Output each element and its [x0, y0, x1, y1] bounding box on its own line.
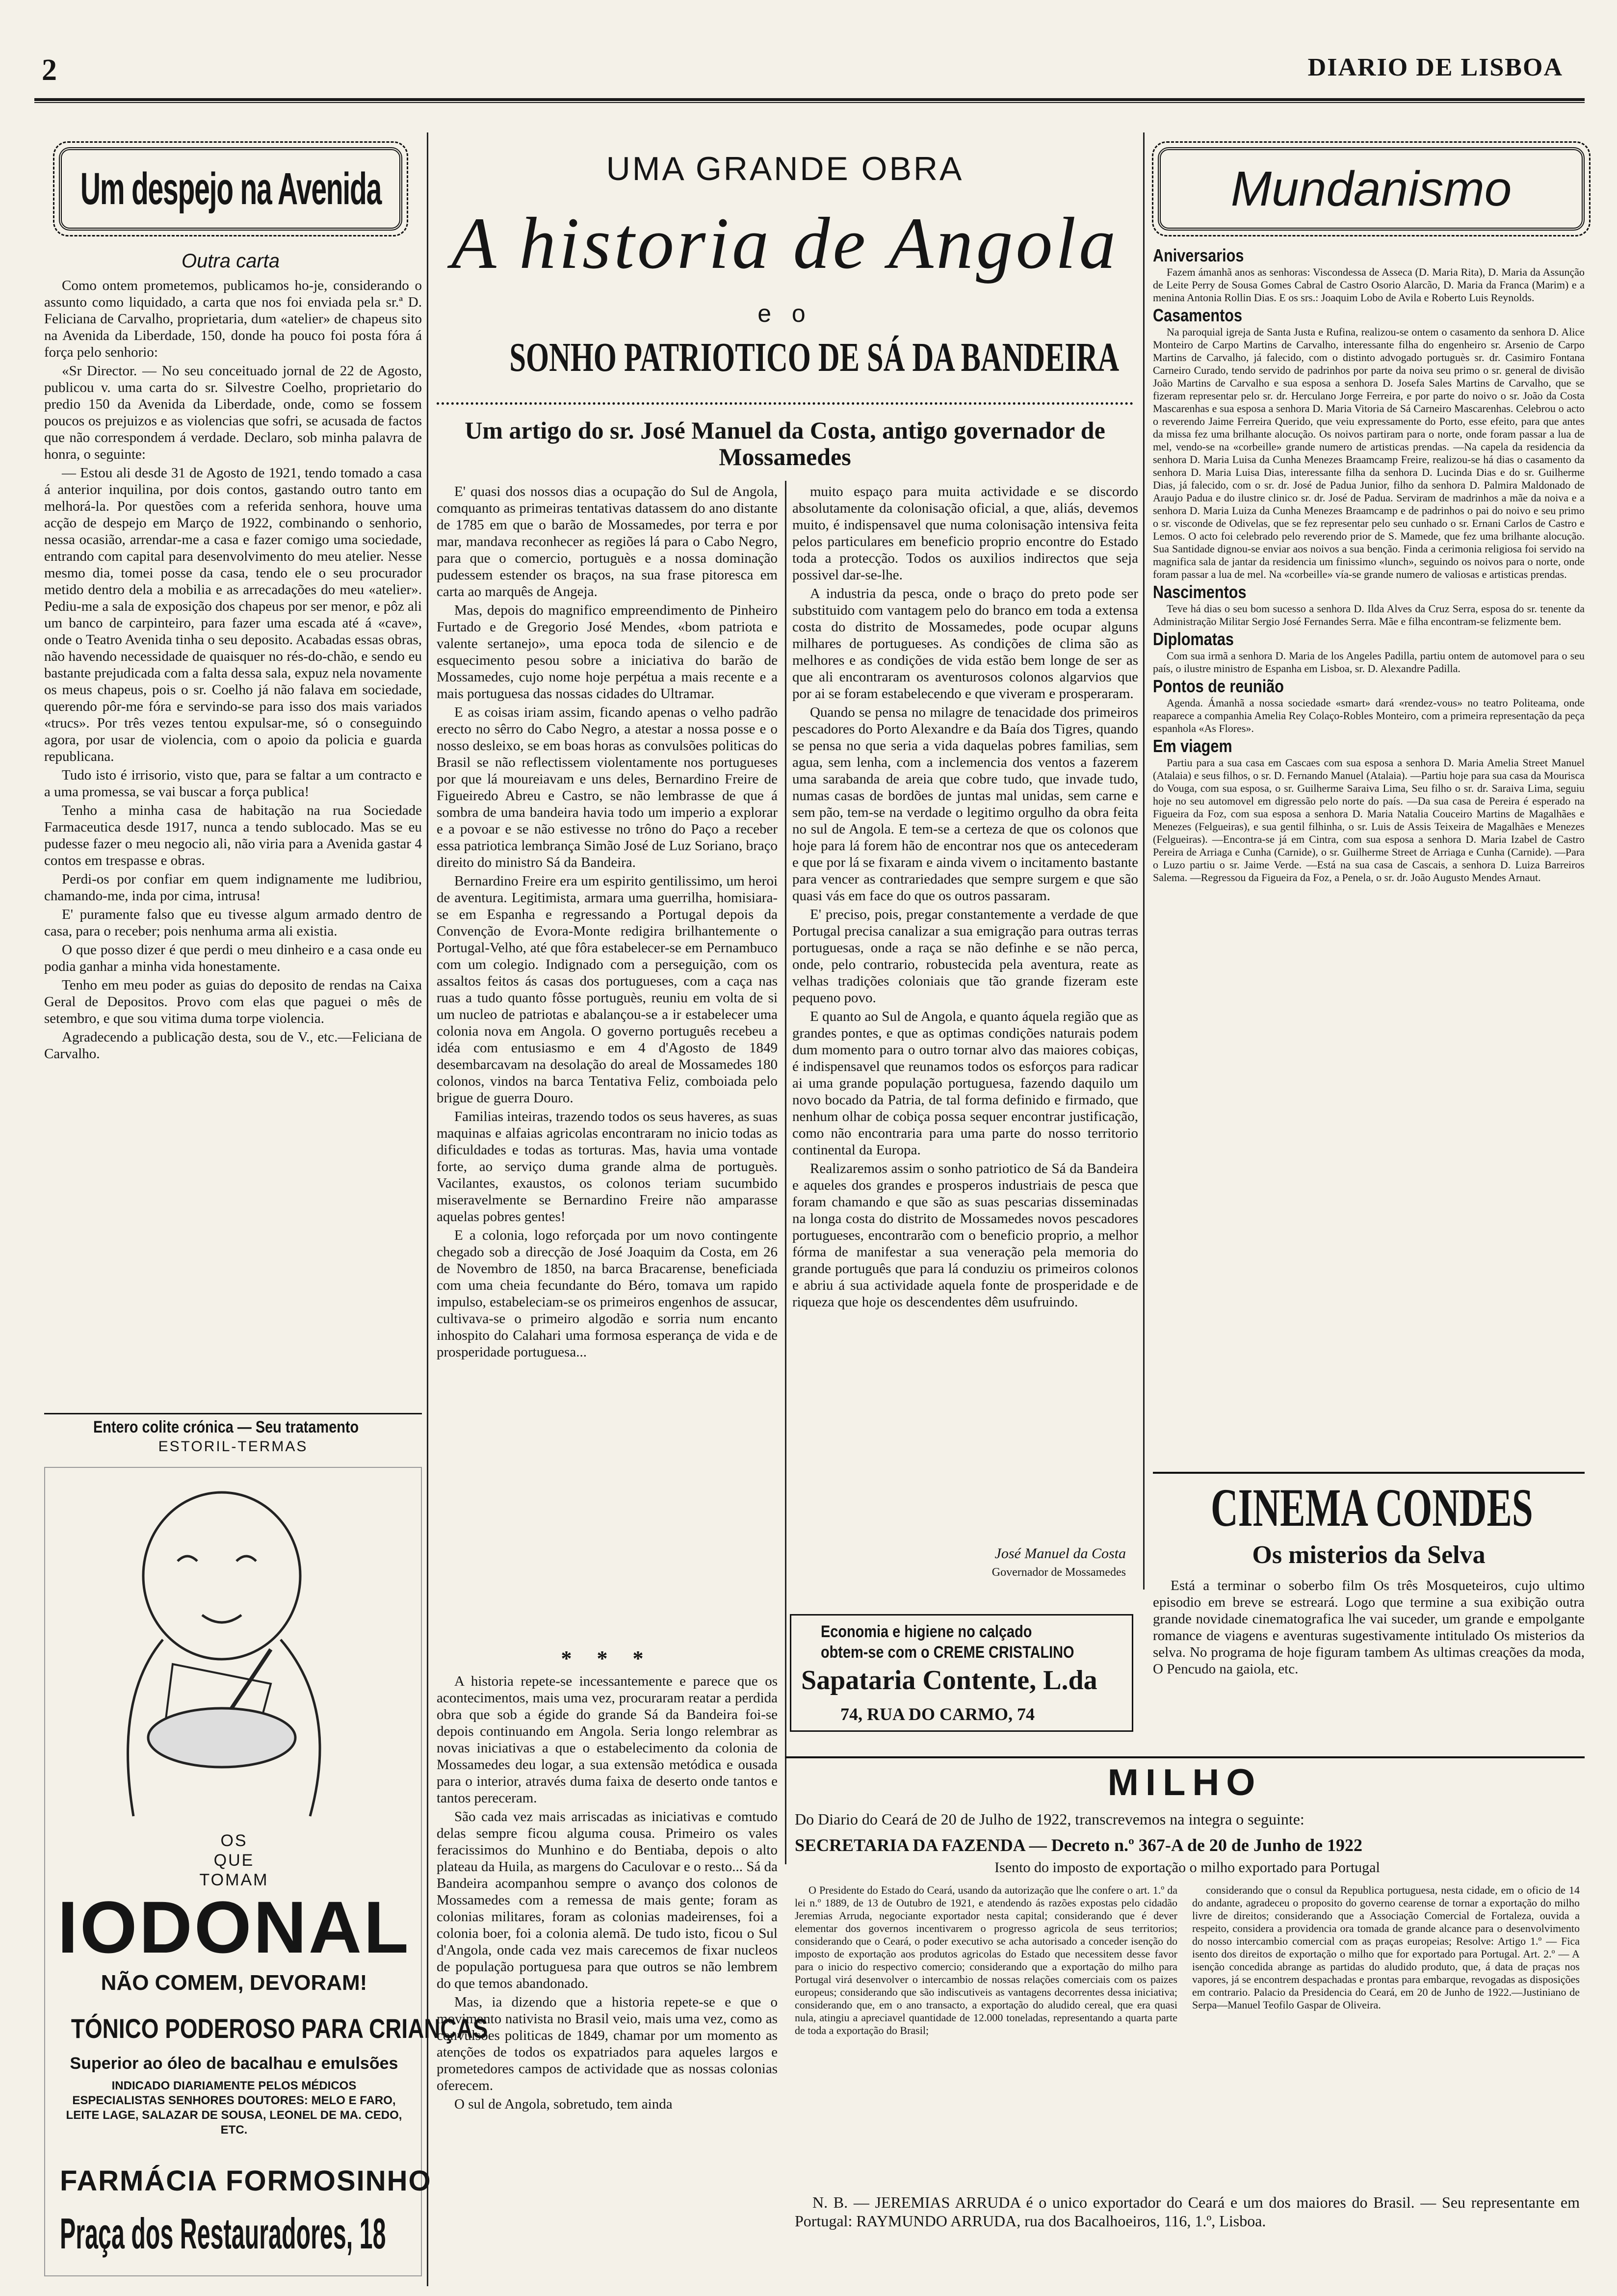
- mund-text-casamentos: Na paroquial igreja de Santa Justa e Rufina, realizou-se ontem o casamento da senhora D. Alice Monteiro de Carpo Martins de Carvalho, interessante filha do engenheiro sr. Arsenio de Carpo Martins de Carvalho, já falecido, com o distinto advogado portuguès sr. dr. Casimiro Fontana Carneiro Curado, tendo servido de padrinhos por parte da noiva seu primo o sr. general de divisão João Martins de Carvalho e sua esposa a senhora D. Josefa Sales Martins de Carvalho, que se fizeram representar pelo sr. dr. Herculano Jorge Ferreira, e por parte do noivo o sr. João da Costa Mascarenhas e sua esposa a senhora D. Maria Vitoria de Sá Carneiro Mascarenhas. Celebrou o acto o reverendo Jaime Ferreira Querido, que veiu expressamente do Porto, esse efeito, para que antes da missa fez uma brilhante alocução. Os noivos partiram para o norte, onde foram passar a lua de mel, vendo-se na «corbeille» grande numero de artisticas prendas. —Na capela da residencia da senhora D. Maria Luisa da Cunha Menezes Braamcamp Freire, realizou-se há dias o casamento da senhora D. Maria Luisa Dias, interessante filha da senhora D. Lucinda Dias e do sr. Guilherme Dias, já falecido, com o sr. dr. José de Padua Junior, filho da senhora D. Palmira Maldonado de Araujo Padua e do ilustre clinico sr. dr. José de Padua. Serviram de madrinhos a mãe da noiva e a senhora D. Maria Luiza da Cunha Menezes Braamcamp e de padrinhos o pai do noivo e seu primo o sr. visconde de Odivelas, que se fez representar pelo seu cunhado o sr. Ernani Carlos de Castro e Lemos. O acto foi celebrado pelo reverendo prior de S. Mamede, que fez uma brilhante alocução. Sua Santidade dignou-se enviar aos noivos a sua benção. Finda a cerimonia religiosa foi servido na magnifica sala de jantar da residencia um finissimo «lunch», seguindo os noivos para o norte, onde foram passar a lua de mel. Na «corbeille» vía-se grande numero de valiosas e artisticas prendas.: [1153, 326, 1585, 580]
- angola-col1: [437, 483, 778, 1641]
- milho-footer-text: N. B. — JEREMIAS ARRUDA é o unico exportador do Ceará e um dos maiores do Brasil. — Seu representante em Portugal: RAYMUNDO ARRUDA, rua dos Bacalhoeiros, 116, 1.º, Lisboa.: [795, 2193, 1580, 2230]
- angola-c1-p3: E as coisas iriam assim, ficando apenas o velho padrão erecto no sêrro do Cabo Negro, a atestar a nossa posse e o nosso desleixo, se em boas horas as convulsões politicas do Brasil se não reflectissem violentamente nos portugueses por que lá moureiavam e uns deles, Bernardino Freire de Figueiredo Abreu e Castro, se não lembrasse de que á sombra de uma bandeira havia todo um imperio a explorar e a povoar e se não estivesse no trôno do Paço a receber essa patriotica lembrança Simão José de Luz Soriano, braço direito do ministro Sá da Bandeira.: [437, 704, 778, 870]
- angola-c2-p6: Realizaremos assim o sonho patriotico de Sá da Bandeira e aqueles dos grandes e prosperos industriais de pesca que foram chamando e que são as suas pescarias disseminadas na longa costa do distrito de Mossamedes novos pescadores portugueses, encontrarão com o beneficio proprio, a melhor fórma de manifestar a sua veneração pela memoria do grande português que para lá conduziu os primeiros colonos e abriu á sua actividade aquela fonte de prosperidade e de riqueza que hoje os descendentes dêm usufruindo.: [792, 1161, 1138, 1310]
- column-rule-2: [1143, 132, 1145, 1590]
- despejo-p4: Tudo isto é irrisorio, visto que, para se faltar a um contracto e a uma promessa, se vai buscar a força publica!: [44, 767, 422, 800]
- mund-head-nascimentos: Nascimentos: [1153, 582, 1247, 602]
- mund-head-aniversarios: Aniversarios: [1153, 245, 1244, 265]
- milho-decree-sub: Isento do imposto de exportação o milho exportado para Portugal: [994, 1859, 1380, 1876]
- milho-footer: [795, 2193, 1580, 2281]
- pharmacy-address: Praça dos Restauradores, 18: [60, 2209, 386, 2258]
- article-signature: José Manuel da Costa: [994, 1545, 1126, 1562]
- milho-left: [795, 1884, 1177, 2188]
- sapataria-line2: obtem-se com o CREME CRISTALINO: [821, 1643, 1074, 1662]
- column-rule-3: [785, 481, 786, 1864]
- sapataria-name: Sapataria Contente, L.da: [801, 1665, 1097, 1696]
- mund-text-nascimentos: Teve há dias o seu bom sucesso a senhora D. Ilda Alves da Cruz Serra, esposa do sr. tenente da Administração Militar Sergio José Fernandes Serra. Mãe e filha encontram-se felizmente bem.: [1153, 602, 1585, 627]
- baby-illustration: [89, 1478, 364, 1821]
- mund-text-pontos: Agenda. Ámanhã a nossa sociedade «smart» dará «rendez-vous» no teatro Politeama, onde reaparece a companhia Amelia Rey Colaço-Robles Monteiro, com a primeira representação da peça espanhola «As Flores».: [1153, 697, 1585, 734]
- estoril-ad-headline: Entero colite crónica — Seu tratamento: [93, 1418, 359, 1436]
- mund-text-diplomatas: Com sua irmã a senhora D. Maria de los Angeles Padilla, partiu ontem de automovel para o seu país, o ilustre ministro de Espanha em Lisboa, sr. D. Alexandre Padilla.: [1153, 650, 1585, 675]
- cinema-text: Está a terminar o soberbo film Os três Mosqueteiros, cujo ultimo episodio em breve se estreará. Logo que termine a sua exibição outra grande novidade cinematografica lhe vai suceder, um grande e empolgante romance de viagens e aventuras sugestivamente intitulado Os misterios da selva. No programa de hoje figuram tambem As ultimas creações da moda, O Pencudo na gaiola, etc.: [1153, 1578, 1585, 1677]
- angola-c1-p4: Bernardino Freire era um espirito gentilissimo, um heroi de aventura. Legitimista, armara uma guerrilha, homisiara-se em Espanha e regressando a Portugal depois da Convenção de Evora-Monte redigira brilhantemente o Portugal-Velho, até que fôra estabelecer-se em Pernambuco com um colegio. Indignado com a perseguição, com os assaltos feitos ás casas dos portugueses, com a caça nas ruas a tudo quanto fôsse portuguès, reuniu em volta de si um nucleo de patriotas e abalançou-se a ir estabelecer uma colonia nova em Angola. O governo português recebeu a idéa com entusiasmo e em 4 d'Agosto de 1849 desembarcavam na desolação do areal de Mossamedes 180 colonos, vindos na barca Tentativa Feliz, comboiada pelo brigue de guerra Douro.: [437, 873, 778, 1106]
- despejo-p2: «Sr Director. — No seu conceituado jornal de 22 de Agosto, publicou v. uma carta do sr. Silvestre Coelho, proprietario do predio 150 da Avenida da Liberdade, onde, como se fossem poucos os prejuizos e as violencias que sofri, se acusada de factos que não correspondem á verdade. Declaro, sob minha palavra de honra, o seguinte:: [44, 363, 422, 462]
- center-headline: A historia de Angola: [451, 203, 1119, 284]
- angola-c1-p1: E' quasi dos nossos dias a ocupação do Sul de Angola, comquanto as primeiras tentativas datassem do ano distante de 1785 em que o barão de Mossamedes, por terra e por mar, mandava reconhecer as regiões lá para o Cabo Negro, para que o comercio, portuguès e a nossa dominação pudessem estender os braços, na sua frase pitoresca em carta ao marquês de Angeja.: [437, 484, 778, 600]
- angola-c2-p2: A industria da pesca, onde o braço do preto pode ser substituido com vantagem pelo do branco em toda a extensa costa do distrito de Mossamedes, pode ocupar alguns milhares de portugueses. As condições de clima são as melhores e as condições de vida estão bem longe de ser as que ali encontraram os aventurosos colonos algarvios que por ai se foram estabelecendo e que viveram e prosperaram.: [792, 586, 1138, 702]
- despejo-title: Um despejo na Avenida: [80, 163, 381, 214]
- angola-c1-p2: Mas, depois do magnifico empreendimento de Pinheiro Furtado e de Gregorio José Mendes, «bom patriota e valente sertanejo», uma epoca toda de silencio e de esquecimento pesou sobre a iniciativa do barão de Mossamedes, cujo nome hoje perpétua a mais recente e a mais portuguesa das nossas cidades do Ultramar.: [437, 602, 778, 702]
- iodonal-product: TÓNICO PODEROSO PARA CRIANÇAS: [71, 2013, 488, 2044]
- milho-intro: Do Diario do Ceará de 20 de Julho de 1922, transcrevemos na integra o seguinte:: [795, 1810, 1304, 1828]
- mund-text-aniversarios: Fazem ámanhã anos as senhoras: Viscondessa de Asseca (D. Maria Rita), D. Maria da Assunção de Leite Perry de Sousa Gomes Cabral de Castro Osorio Alarcão, D. Maria da Franca (Marim) e a menina Antonia Rollin Dias. E os srs.: Joaquim Lobo de Avila e Roberto Luis Reynolds.: [1153, 266, 1585, 304]
- iodonal-brand: IODONAL: [57, 1886, 411, 1968]
- mund-head-viagem: Em viagem: [1153, 736, 1232, 756]
- despejo-p8: O que posso dizer é que perdi o meu dinheiro e a casa onde eu podia ganhar a minha vida honestamente.: [44, 942, 422, 974]
- angola-c1b-p1: A historia repete-se incessantemente e parece que os acontecimentos, mais uma vez, procuraram reatar a perdida obra que sob a égide do grande Sá da Bandeira foi-se depois continuando em Angola. Seria longo relembrar as novas iniciativas a que o estabelecimento da colonia de Mossamedes deu logar, a sua extensão metódica e ousada para o interior, através duma faixa de deserto onde tantos e tantos pereceram.: [437, 1673, 778, 1806]
- iodonal-caption-3: TOMAM: [199, 1871, 269, 1889]
- article-signature-title: Governador de Mossamedes: [991, 1566, 1126, 1579]
- cinema-film: Os misterios da Selva: [1252, 1541, 1486, 1569]
- section-stars: * * *: [561, 1646, 653, 1670]
- newspaper-name: DIARIO DE LISBOA: [1307, 53, 1563, 81]
- angola-col2: [792, 483, 1138, 1538]
- page-number: 2: [42, 53, 57, 87]
- mund-head-casamentos: Casamentos: [1153, 305, 1242, 325]
- angola-c2-p1: muito espaço para muita actividade e se discordo absolutamente da colonisação oficial, a que, aliás, devemos muito, é indispensavel que numa colonisação intensiva feita pelos particulares em beneficio proprio encontre do Estado toda a protecção. Todos os auxilios indirectos que seja possivel dar-se-lhe.: [792, 484, 1138, 583]
- despejo-p1: Como ontem prometemos, publicamos ho-je, considerando o assunto como liquidado, a carta que nos foi enviada pela sr.ª D. Feliciana de Carvalho, proprietaria, dum «atelier» de chapeus sito na Avenida da Liberdade, 150, donde ha pouco foi posta fóra á força pelo senhorio:: [44, 278, 422, 360]
- milho-title: MILHO: [1107, 1762, 1262, 1803]
- center-headline2: SONHO PATRIOTICO DE SÁ DA BANDEIRA: [509, 335, 1120, 380]
- cinema-name: CINEMA CONDES: [1211, 1478, 1533, 1538]
- angola-col1b: [437, 1673, 778, 2281]
- center-dotted-rule: [437, 402, 1133, 405]
- despejo-title-box: [59, 147, 402, 231]
- angola-c1-p5: Familias inteiras, trazendo todos os seus haveres, as suas maquinas e alfaias agricolas encontraram no inicio todas as dificuldades e todas as torturas. Mas, havia uma vontade forte, ao serviço duma grande alma de portuguès. Vacilantes, exaustos, os colonos teriam sucumbido miseravelmente se Bernardino Freire não amparasse aquelas pobres gentes!: [437, 1109, 778, 1225]
- center-deck: Um artigo do sr. José Manuel da Costa, antigo governador de Mossamedes: [465, 417, 1105, 470]
- mund-head-pontos: Pontos de reunião: [1153, 676, 1284, 696]
- mundanismo-body: [1153, 245, 1585, 1472]
- pharmacy-name: FARMÁCIA FORMOSINHO: [60, 2165, 432, 2197]
- despejo-p5: Tenho a minha casa de habitação na rua Sociedade Farmaceutica desde 1917, nunca a tendo sublocado. Mas se eu pudesse fazer o meu negocio ali, não viria para a Avenida gastar 4 contos em trespasse e obras.: [44, 803, 422, 868]
- mund-text-viagem: Partiu para a sua casa em Cascaes com sua esposa a senhora D. Maria Amelia Street Manuel (Atalaia) e seus filhos, o sr. D. Fernando Manuel (Atalaia). —Partiu hoje para sua casa da Mourisca do Vouga, com sua esposa, o sr. Guilherme Saraiva Lima, Seu filho o sr. dr. Saraiva Lima, seguiu hoje no seu automovel em digressão pelo norte do país. —Da sua casa de Pereira é esperado na Figueira da Foz, com sua esposa a senhora D. Maria Natalia Couceiro Martins de Magalhães e Menezes (Felgueiras), e sua gentil filhinha, o sr. Luis de Assis Teixeira de Magalhães e Menezes (Felgueiras). —Encontra-se já em Cintra, com sua esposa a senhora D. Maria Izabel de Castro Pereira de Arriaga e Cunha (Carnide), o sr. Guilherme Street de Arriaga e Cunha (Carnide). —Para o Luzo partiu o sr. Jaime Verde. —Está na sua casa de Cascais, a senhora D. Luiza Barreiros Salema. —Regressou da Figueira da Foz, a Penela, o sr. dr. João Augusto Mendes Arnaut.: [1153, 757, 1585, 884]
- iodonal-caption: [45, 1831, 423, 1890]
- sapataria-ad: [790, 1614, 1133, 1732]
- iodonal-tagline: NÃO COMEM, DEVORAM!: [101, 1971, 367, 1995]
- despejo-p9: Tenho em meu poder as guias do deposito de rendas na Caixa Geral de Depositos. Provo com elas que paguei o mês de setembro, e que sou vitima duma torpe violencia.: [44, 977, 422, 1026]
- angola-c2-p3: Quando se pensa no milagre de tenacidade dos primeiros pescadores do Porto Alexandre e da Baía dos Tigres, quando se pensa no que seria a vida daquelas pobres familias, sem agua, sem lenha, com a inclemencia dos ventos a fazerem uma sarabanda de areia que cobre tudo, que invade tudo, numas casas de bordões de juntas mal unidas, sem carne e sem pão, tem-se na verdade o legitimo orgulho da obra feita no sul de Angola. E tem-se a certeza de que os colonos que hoje para lá forem hão de encontrar nos que os antecederam e que por lá se fixaram e ainda vivem o incitamento bastante para vencer as contrariedades que sempre surgem e que são quasi vás em face do que os outros passaram.: [792, 704, 1138, 904]
- mund-head-diplomatas: Diplomatas: [1153, 629, 1234, 649]
- despejo-p7: E' puramente falso que eu tivesse algum armado dentro de casa, para o receber; pois nenhuma arma ali existia.: [44, 907, 422, 939]
- despejo-p6: Perdi-os por confiar em quem indignamente me ludibriou, chamando-me, inda por cima, intrusa!: [44, 871, 422, 904]
- milho-left-text: O Presidente do Estado do Ceará, usando da autorização que lhe confere o art. 1.º da lei n.º 1889, de 13 de Outubro de 1921, e atendendo ás razões expostas pelo cidadão Jeremias Arruda, negociante exportador nesta capital; considerando que é dever elementar dos governos incentivarem o progresso agricola de seus territorios; considerando que o Ceará, o poder executivo se acha autorisado a conceder isenção do imposto de exportação aos produtos agricolas do Estado que necessitem desse favor para o inicio do respectivo comercio; considerando que a exportação do milho para Portugal virá desenvolver o intercambio de nossas relações comerciais com os paizes europeus; considerando que são indiscutiveis as vantagens decorrentes dessa iniciativa; considerando que, em o ano transacto, a exportação do aludido cereal, que era quasi nula, atingiu a apreciavel quantidade de 12.000 toneladas, representando a quarta parte de toda a exportação do Brasil;: [795, 1884, 1177, 2036]
- mundanismo-title-box: [1158, 147, 1585, 231]
- cinema-body: [1153, 1577, 1585, 1690]
- iodonal-ad: [44, 1467, 488, 2276]
- iodonal-caption-2: QUE: [213, 1851, 255, 1870]
- milho-right-text: considerando que o consul da Republica portuguesa, nesta cidade, em o oficio de 14 do andante, agradeceu o proposito do governo cearense de tornar a exportação do milho livre de direitos; considerando que a Associação Comercial de Fortaleza, ouvida a respeito, considera a providencia ora tomada de grande alcance para o desenvolvimento do nosso intercambio comercial com as praças europeias; Resolve: Artigo 1.º — Fica isento dos direitos de exportação o milho que for exportado para Portugal. Art. 2.º — A isenção concedida abrange as partidas do aludido produto, que, á data de praças nos vapores, já se encontrem despachadas e prontas para embarque, revogadas as disposições em contrario. Palacio da Presidencia do Ceará, em 20 de Junho de 1922.—Justiniano de Serpa—Manuel Teofilo Gaspar de Oliveira.: [1192, 1884, 1580, 2011]
- iodonal-endorse: INDICADO DIARIAMENTE PELOS MÉDICOS ESPECIALISTAS SENHORES DOUTORES: MELO E FARO, LEITE LAGE, SALAZAR DE SOUSA, LEONEL DE MA. CEDO, ETC.: [66, 2079, 402, 2137]
- despejo-end-rule: [44, 1413, 422, 1414]
- sapataria-address: 74, RUA DO CARMO, 74: [840, 1704, 1035, 1724]
- center-kicker: UMA GRANDE OBRA: [606, 150, 964, 187]
- milho-right: [1192, 1884, 1580, 2188]
- despejo-subtitle: Outra carta: [181, 250, 280, 272]
- masthead-rule: [34, 98, 1585, 103]
- angola-c1b-p4: O sul de Angola, sobretudo, tem ainda: [454, 2096, 673, 2112]
- iodonal-caption-1: OS: [220, 1831, 248, 1850]
- angola-c1b-p3: Mas, ia dizendo que a historia repete-se e que o movimento nativista no Brasil veio, mais uma vez, como as convulsões politicas de 1849, chamar por um momento as atenções de todos os expatriados para aqueles largos e prometedores campos de actividade que as nossas colonias oferecem.: [437, 1994, 778, 2093]
- estoril-ad-sub: ESTORIL-TERMAS: [158, 1438, 308, 1455]
- angola-c2-p5: E quanto ao Sul de Angola, e quanto áquela região que as grandes pontes, e que as optimas condições naturais podem dum momento para o outro tornar alvo das maiores cobiças, é indispensavel que reunamos todos os esforços para radicar ai uma grande população portuguesa, fazendo daquilo um novo bocado da Patria, de tal forma definido e firmado, que nenhum olhar de cobiça possa sequer encontrar justificação, como não encontraria para uma parte do nosso territorio continental da Europa.: [792, 1009, 1138, 1158]
- angola-c2-p4: E' preciso, pois, pregar constantemente a verdade de que Portugal precisa canalizar a sua emigração para outras terras portuguesas, onde a raça se não definhe e se não perca, onde, pelo contrario, robustecida pela aventura, reate as velhas tradições coloniais que tão grande fizeram este pequeno povo.: [792, 907, 1138, 1006]
- despejo-p10: Agradecendo a publicação desta, sou de V., etc.—Feliciana de Carvalho.: [44, 1029, 422, 1062]
- column-rule-1: [427, 132, 428, 2286]
- angola-c1b-p2: São cada vez mais arriscadas as iniciativas e comtudo delas sempre ficou alguma cousa. Primeiro os vales feracissimos do Munhino e do Bentiaba, depois o alto plateau da Huila, as margens do Caculovar e o resto... Sá da Bandeira acompanhou sempre o avanço dos colonos de Mossamedes com a remessa de mais gente; foram as colonias militares, foram as colonias madeirenses, foi a colonia boer, foi a colonia alemã. De tudo isto, ficou o Sul d'Angola, onde cada vez mais carecemos de fixar nucleos de população portuguesa para que outros se não lembrem do que temos abandonado.: [437, 1809, 778, 1991]
- sapataria-line1: Economia e higiene no calçado: [821, 1622, 1032, 1641]
- despejo-p3: — Estou ali desde 31 de Agosto de 1921, tendo tomado a casa á anterior inquilina, por dois contos, gastando outro tanto em melhorá-la. Por questões com a referida senhora, houve uma acção de despejo em Março de 1922, combinando o senhorio, nessa ocasião, arrendar-me a casa e fazer comigo uma sociedade, entrando com capital para desenvolvimento do meu atelier. Nesse mesmo dia, tomei posse da casa, tendo ele o seu procurador metido dentro dela a mobilia e as arrecadações do meu «atelier». Pediu-me a sala de exposição dos chapeus por ser menor, e pôz ali um banco de carpinteiro, para fazer uma escada até á «cave», onde o Teatro Avenida tinha o seu deposito. Acabadas essas obras, não havendo necessidade de quaisquer no rés-do-chão, e sendo eu bastante prejudicada com a falta dessa sala, expuz nela novamente os meus chapeus, pois o sr. Coelho já não falava em sociedade, querendo pôr-me fóra e servindo-se para isso dos mais variados «trucs». Por três vezes tentou expulsar-me, só o conseguindo agora, por usar de violencia, com o apoio da policia e guarda republicana.: [44, 465, 422, 764]
- cinema-top-rule: [1153, 1472, 1585, 1474]
- iodonal-claim: Superior ao óleo de bacalhau e emulsões: [70, 2054, 398, 2073]
- angola-c1-p6: E a colonia, logo reforçada por um novo contingente chegado sob a direcção de José Joaquim da Costa, em 26 de Novembro de 1850, na barca Bracarense, beneficiada com uma cheia fecundante do Béro, tomava um rapido impulso, estabeleciam-se os primeiros engenhos de assucar, cultivava-se o primeiro algodão e sorria num encanto inhospito do Calahari uma formosa esperança de vida e de prosperidade portuguesa...: [437, 1227, 778, 1360]
- mundanismo-title: Mundanismo: [1230, 161, 1512, 216]
- milho-top-rule: [785, 1756, 1585, 1758]
- milho-decree: SECRETARIA DA FAZENDA — Decreto n.º 367-A de 20 de Junho de 1922: [795, 1835, 1362, 1855]
- despejo-body: [44, 277, 422, 1406]
- center-connector: e o: [757, 300, 812, 327]
